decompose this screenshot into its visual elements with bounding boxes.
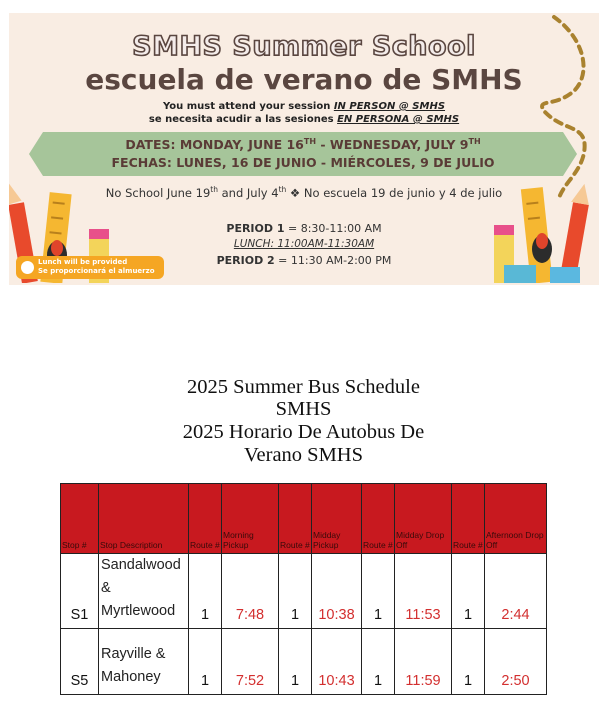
morning-pickup-time: 7:48 <box>222 554 279 629</box>
attend-en-emphasis: IN PERSON @ SMHS <box>333 101 446 112</box>
attend-es-text: se necesita acudir a las sesiones <box>148 114 338 125</box>
schedule-title-line-4: Verano SMHS <box>243 444 364 466</box>
schedule-title-line-3: 2025 Horario De Autobus De <box>182 421 425 443</box>
dates-english <box>43 137 563 152</box>
col-header-stop: Stop # <box>61 484 99 554</box>
route-number: 1 <box>362 554 395 629</box>
flyer-title-spanish: escuela de verano de SMHS <box>85 63 523 96</box>
lunch-provided-badge <box>16 256 164 279</box>
route-number: 1 <box>279 554 312 629</box>
stop-description-line: Sandalwood <box>101 557 181 573</box>
midday-pickup-time: 10:43 <box>312 629 362 695</box>
lunch-icon <box>21 261 34 274</box>
no-school-notice <box>9 185 599 200</box>
noschool-sup-b: th <box>278 185 287 194</box>
route-number: 1 <box>362 629 395 695</box>
dates-banner <box>43 132 563 176</box>
col-header-route: Route # <box>189 484 222 554</box>
midday-pickup-time: 10:38 <box>312 554 362 629</box>
col-header-midday-drop: Midday Drop Off <box>395 484 452 554</box>
table-row <box>61 629 547 695</box>
col-header-morning-pickup: Morning Pickup <box>222 484 279 554</box>
stop-number: S1 <box>61 554 99 629</box>
stop-description-line: Rayville & <box>101 646 166 662</box>
noschool-sup-a: th <box>210 185 218 194</box>
stop-description-line: & <box>101 580 111 596</box>
col-header-route: Route # <box>452 484 485 554</box>
afternoon-drop-time: 2:50 <box>485 629 547 695</box>
period-1-time <box>9 222 599 235</box>
route-number: 1 <box>279 629 312 695</box>
attend-notice-english <box>9 101 599 112</box>
table-row <box>61 554 547 629</box>
stop-description <box>99 554 189 629</box>
col-header-midday-pickup: Midday Pickup <box>312 484 362 554</box>
dates-en-sup-start: TH <box>303 137 317 146</box>
lunch-badge-text <box>38 258 155 276</box>
dates-en-sup-end: TH <box>468 137 481 146</box>
col-header-description: Stop Description <box>99 484 189 554</box>
midday-drop-time: 11:53 <box>395 554 452 629</box>
schedule-title-line-1: 2025 Summer Bus Schedule <box>187 376 420 398</box>
attend-notice-spanish <box>9 114 599 125</box>
attend-en-text: You must attend your session <box>162 101 334 112</box>
stop-description-line: Mahoney <box>101 669 161 685</box>
dates-en-start: DATES: MONDAY, JUNE 16 <box>125 137 304 153</box>
bus-schedule-table <box>60 483 547 695</box>
banner-left-point <box>29 132 43 176</box>
stop-description <box>99 629 189 695</box>
period-1-label: PERIOD 1 <box>226 222 285 235</box>
afternoon-drop-time: 2:44 <box>485 554 547 629</box>
dates-spanish: FECHAS: LUNES, 16 DE JUNIO - MIÉRCOLES, 9 DE JULIO <box>111 155 495 170</box>
lunch-badge-english: Lunch will be provided <box>38 258 128 266</box>
schedule-title-line-2: SMHS <box>275 398 332 420</box>
noschool-spanish: No escuela 19 de junio y 4 de julio <box>303 185 503 200</box>
route-number: 1 <box>189 554 222 629</box>
col-header-route: Route # <box>362 484 395 554</box>
table-header-row <box>61 484 547 554</box>
lunch-time: LUNCH: 11:00AM-11:30AM <box>233 238 375 250</box>
route-number: 1 <box>452 554 485 629</box>
period-2-range: = 11:30 AM-2:00 PM <box>274 254 392 267</box>
noschool-part-b: and July 4 <box>217 185 279 200</box>
route-number: 1 <box>452 629 485 695</box>
col-header-route: Route # <box>279 484 312 554</box>
summer-school-flyer <box>9 13 599 285</box>
period-2-label: PERIOD 2 <box>216 254 275 267</box>
separator-icon: ❖ <box>286 185 304 200</box>
stop-description-line: Myrtlewood <box>101 603 176 619</box>
flyer-title-english: SMHS Summer School <box>132 31 476 62</box>
col-header-afternoon-drop: Afternoon Drop Off <box>485 484 547 554</box>
attend-es-emphasis: EN PERSONA @ SMHS <box>337 114 460 125</box>
lunch-badge-spanish: Se proporcionará el almuerzo <box>38 267 155 275</box>
dates-en-end: - WEDNESDAY, JULY 9 <box>316 137 469 153</box>
period-1-range: = 8:30-11:00 AM <box>284 222 382 235</box>
banner-right-point <box>563 132 577 176</box>
route-number: 1 <box>189 629 222 695</box>
midday-drop-time: 11:59 <box>395 629 452 695</box>
morning-pickup-time: 7:52 <box>222 629 279 695</box>
stop-number: S5 <box>61 629 99 695</box>
noschool-part-a: No School June 19 <box>105 185 211 200</box>
